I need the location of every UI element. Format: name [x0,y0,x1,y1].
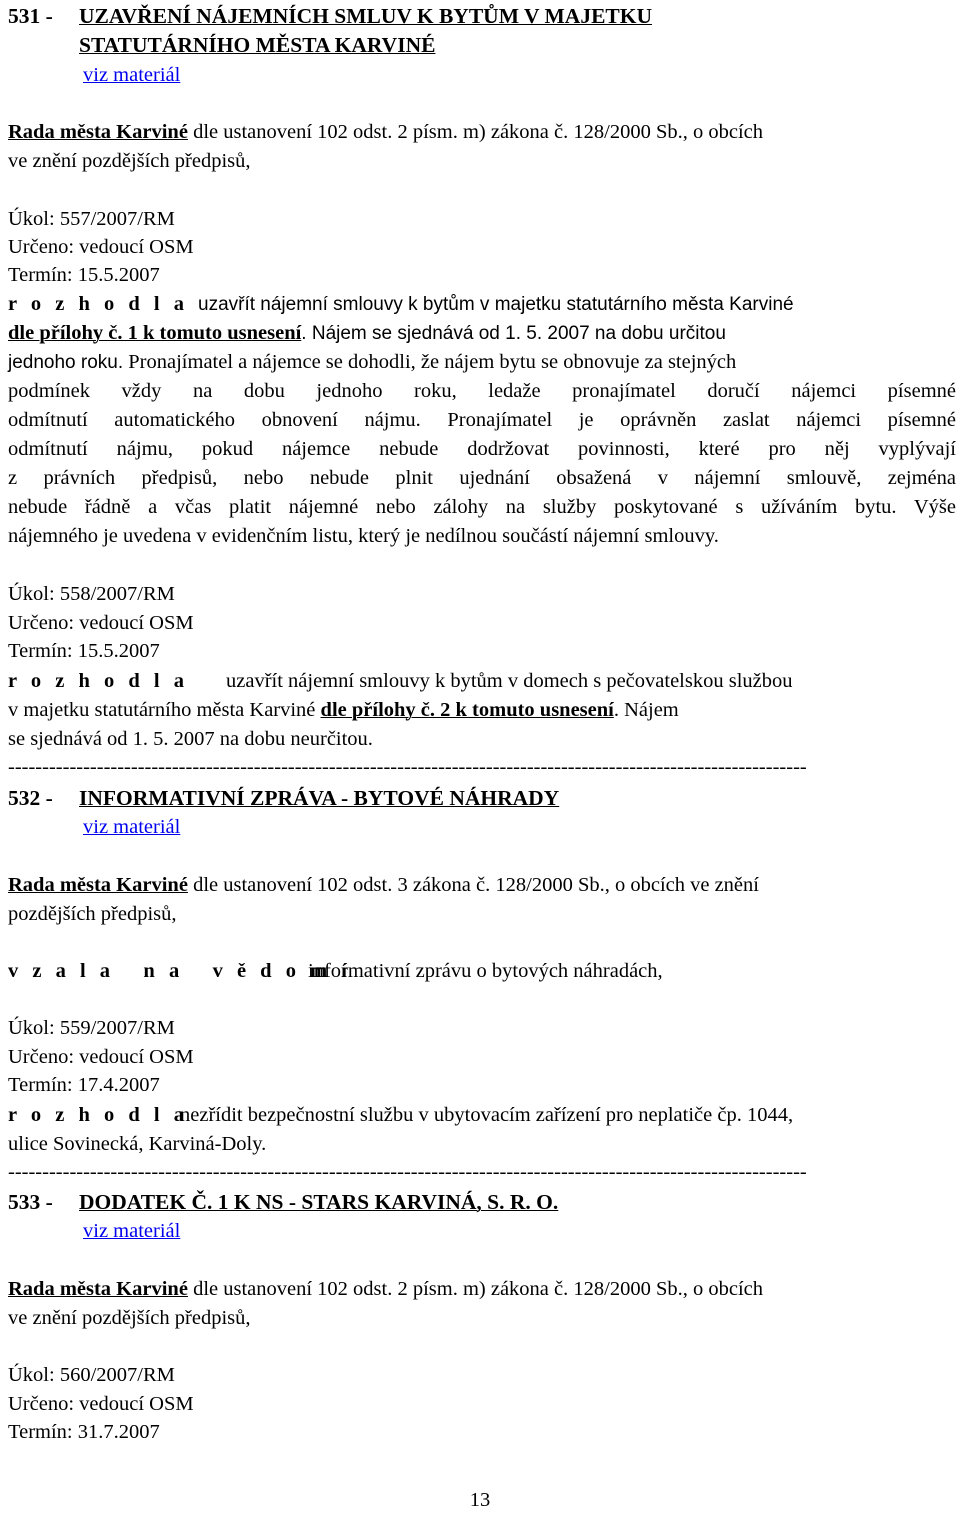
resolution-text: nezřídit bezpečnostní službu v ubytovacím zařízení pro neplatiče čp. 1044, [180,1104,794,1126]
section-heading-532 [8,784,956,813]
section-title: INFORMATIVNÍ ZPRÁVA - BYTOVÉ NÁHRADY [79,786,560,810]
attachment-ref: dle přílohy č. 2 k tomuto usnesení [320,699,614,721]
material-link-text[interactable]: viz materiál [83,64,181,86]
authority-name: Rada města Karviné [8,1278,188,1300]
task-deadline: Termín: 31.7.2007 [8,1421,160,1443]
task-assignee: Určeno: vedoucí OSM [8,612,194,634]
resolution-text: jednoho roku. [8,352,124,373]
section-number: 531 - [8,4,53,28]
noted-text: informativní zprávu o bytových náhradách, [308,960,663,982]
resolution-line-1 [8,667,956,696]
attachment-ref: dle přílohy č. 1 k tomuto usnesení [8,322,302,344]
authority-line2: ve znění pozdějších předpisů, [8,1307,251,1329]
task-deadline: Termín: 15.5.2007 [8,264,160,286]
authority-line [8,871,956,900]
task-id: Úkol: 560/2007/RM [8,1364,175,1386]
noted-verb: v z a l a n a v ě d o m í [8,960,352,982]
resolution-verb: r o z h o d l a [8,670,189,692]
section-title: UZAVŘENÍ NÁJEMNÍCH SMLUV K BYTŮM V MAJETKU [79,4,652,28]
task-deadline: Termín: 17.4.2007 [8,1074,160,1096]
resolution-text: uzavřít nájemní smlouvy k bytům v majetku statutárního města Karviné [198,294,794,315]
resolution-line-9: nájemného je uvedena v evidenčním listu, který je nedílnou součástí nájemní smlouvy. [8,525,719,547]
task-deadline: Termín: 15.5.2007 [8,640,160,662]
authority-name: Rada města Karviné [8,121,188,143]
separator: --------------------------------------------------------------------------------------------------------------------- [8,1161,807,1183]
resolution-text: Pronajímatel a nájemce se dohodli, že nájem bytu se obnovuje za stejných [128,351,737,373]
section-title: DODATEK Č. 1 K NS - STARS KARVINÁ, S. R. O. [79,1190,559,1214]
separator: --------------------------------------------------------------------------------------------------------------------- [8,756,807,778]
noted-line [8,957,956,986]
resolution-text: v majetku statutárního města Karviné [8,699,321,721]
task-assignee: Určeno: vedoucí OSM [8,1046,194,1068]
task-id: Úkol: 559/2007/RM [8,1017,175,1039]
authority-line2: ve znění pozdějších předpisů, [8,150,251,172]
task-id: Úkol: 557/2007/RM [8,208,175,230]
authority-line2: pozdějších předpisů, [8,903,177,925]
task-assignee: Určeno: vedoucí OSM [8,236,194,258]
material-link-text[interactable]: viz materiál [83,1220,181,1242]
page-number: 13 [469,1489,491,1511]
authority-line [8,1275,956,1304]
material-link[interactable] [83,1217,180,1246]
authority-name: Rada města Karviné [8,874,188,896]
resolution-line-1 [8,290,956,319]
resolution-line-3: se sjednává od 1. 5. 2007 na dobu neurčitou. [8,728,373,750]
task-assignee: Určeno: vedoucí OSM [8,1393,194,1415]
authority-text: dle ustanovení 102 odst. 2 písm. m) zákona č. 128/2000 Sb., o obcích [187,121,763,143]
resolution-line-6: odmítnutí nájmu, pokud nájemce nebude dodržovat povinnosti, které pro něj vyplývají [8,438,956,460]
section-number: 533 - [8,1190,53,1214]
section-heading-531 [8,2,956,31]
material-link-text[interactable]: viz materiál [83,816,181,838]
resolution-line-3 [8,348,956,377]
material-link[interactable] [83,813,180,842]
authority-text: dle ustanovení 102 odst. 2 písm. m) zákona č. 128/2000 Sb., o obcích [187,1278,763,1300]
resolution-line-2 [8,319,956,348]
resolution-verb: r o z h o d l a [8,1104,189,1126]
section-heading-533 [8,1188,956,1217]
resolution-verb: r o z h o d l a [8,293,189,315]
authority-line [8,118,956,147]
resolution-line-1 [8,1101,956,1130]
task-id: Úkol: 558/2007/RM [8,583,175,605]
resolution-line-2: ulice Sovinecká, Karviná-Doly. [8,1133,267,1155]
resolution-line-5: odmítnutí automatického obnovení nájmu. Pronajímatel je oprávněn zaslat nájemci písemné [8,409,956,431]
material-link[interactable] [83,61,180,90]
resolution-text: . Nájem se sjednává od 1. 5. 2007 na dobu určitou [301,323,726,344]
resolution-line-4: podmínek vždy na dobu jednoho roku, ledaže pronajímatel doručí nájemci písemné [8,380,956,402]
resolution-text: . Nájem [613,699,679,721]
resolution-line-2 [8,696,956,725]
resolution-text: uzavřít nájemní smlouvy k bytům v domech s pečovatelskou službou [226,670,793,692]
resolution-line-8: nebude řádně a včas platit nájemné nebo zálohy na služby poskytované s užíváním bytu. Výše [8,496,956,518]
resolution-line-7: z právních předpisů, nebo nebude plnit ujednání obsažená v nájemní smlouvě, zejména [8,467,956,489]
section-title-line2: STATUTÁRNÍHO MĚSTA KARVINÉ [79,33,436,57]
section-number: 532 - [8,786,53,810]
authority-text: dle ustanovení 102 odst. 3 zákona č. 128/2000 Sb., o obcích ve znění [187,874,759,896]
